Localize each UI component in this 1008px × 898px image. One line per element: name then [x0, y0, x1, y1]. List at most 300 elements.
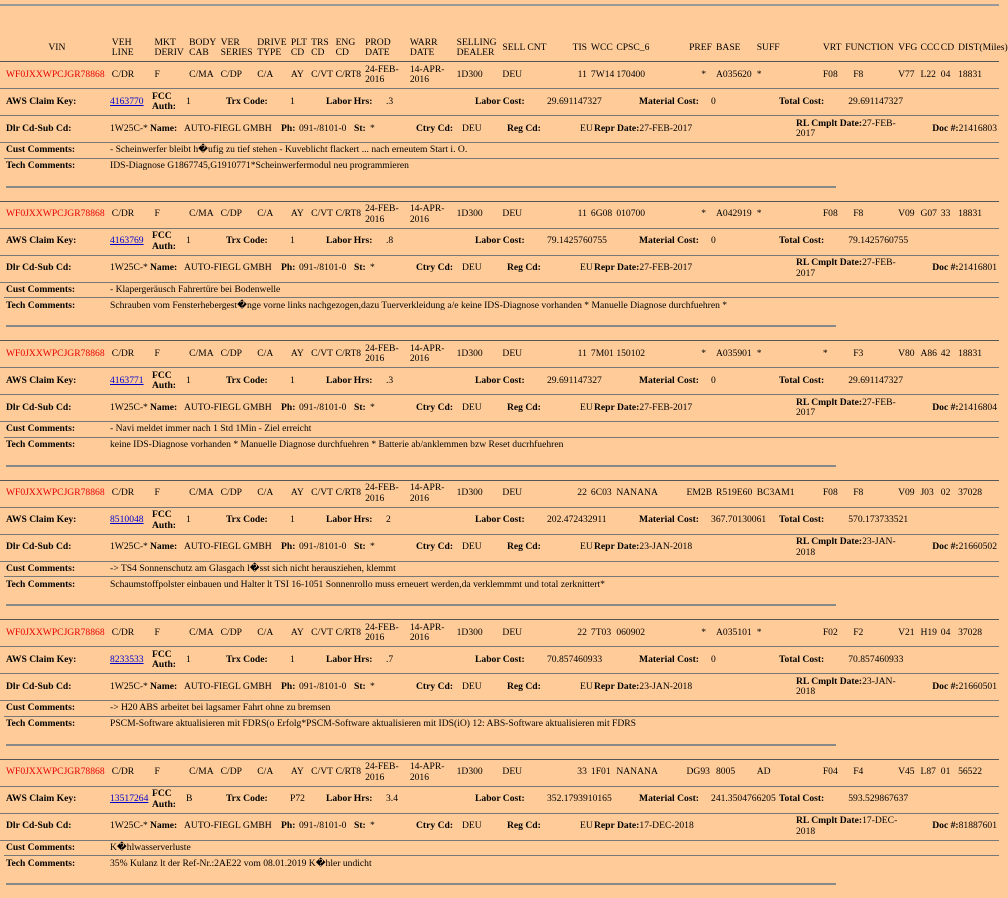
total-cost-value: 570.173733521	[848, 514, 908, 525]
labor-cost-label: Labor Cost:	[473, 508, 545, 534]
body-cab-value: C/MA	[187, 481, 219, 507]
dlr-cd-value: 1W25C-*	[108, 116, 148, 142]
dlr-name-label: Name:	[148, 116, 182, 142]
labor-hrs-value: 2	[384, 508, 473, 534]
vehicle-row	[4, 202, 999, 228]
wcc-value: 7M01	[589, 341, 614, 367]
tis-value: 11	[571, 202, 589, 228]
suff-value: BC3AM1	[755, 481, 821, 507]
base-value: R519E60	[714, 481, 755, 507]
col-vfg: VFG	[896, 36, 918, 60]
claim-key-anchor[interactable]: 4163770	[110, 96, 144, 107]
dlr-cd-value: 1W25C-*	[108, 814, 148, 840]
dist-value: 18831	[956, 341, 999, 367]
material-cost-label: Material Cost:	[639, 508, 709, 534]
body-cab-value: C/MA	[187, 620, 219, 646]
mkt-deriv-value: F	[153, 202, 188, 228]
dlr-name-value: AUTO-FIEGL GMBH	[182, 256, 279, 282]
vin-value: WF0JXXWPCJGR78868	[4, 760, 110, 786]
rl-cmplt-cell	[794, 256, 911, 282]
aws-claim-key-label: AWS Claim Key:	[4, 508, 108, 534]
vfg-value: V77	[896, 62, 918, 88]
doc-no-label: Doc #:	[932, 402, 958, 413]
trx-code-value: P72	[288, 787, 324, 813]
doc-no-label: Doc #:	[932, 123, 958, 134]
total-cost-cell	[777, 229, 999, 255]
cust-comments-row	[4, 143, 999, 159]
vrt-value: *	[821, 341, 843, 367]
rl-cmplt-date-label: RL Cmplt Date:	[796, 118, 862, 129]
dealer-row	[4, 116, 999, 142]
rl-cmplt-cell	[794, 116, 911, 142]
dlr-name-label: Name:	[148, 256, 182, 282]
col-prod-date: PROD DATE	[363, 36, 408, 60]
veh-line-value: C/DR	[110, 481, 153, 507]
trx-code-value: 1	[288, 368, 324, 394]
record-gap	[0, 606, 999, 619]
aws-claim-key-label: AWS Claim Key:	[4, 229, 108, 255]
dlr-name-value: AUTO-FIEGL GMBH	[182, 116, 279, 142]
st-value: *	[368, 116, 414, 142]
trx-code-value: 1	[288, 508, 324, 534]
claim-key-link[interactable]	[108, 229, 150, 255]
aws-claim-key-label: AWS Claim Key:	[4, 647, 108, 673]
repr-date-value: 27-FEB-2017	[639, 123, 692, 134]
sell-cnt-value: DEU	[500, 760, 570, 786]
ver-series-value: C/DP	[219, 760, 256, 786]
vrt-value: F04	[821, 760, 843, 786]
repr-date-label: Repr Date:	[594, 541, 639, 552]
doc-no-cell	[911, 814, 999, 840]
record-spacer	[0, 733, 999, 744]
record-spacer	[0, 872, 999, 883]
selling-dealer-value: 1D300	[455, 202, 501, 228]
claim-key-anchor[interactable]: 13517264	[110, 793, 148, 804]
dist-value: 18831	[956, 202, 999, 228]
st-value: *	[368, 535, 414, 561]
cust-comments-label: Cust Comments:	[4, 701, 108, 716]
cust-comments-row	[4, 562, 999, 578]
col-wcc: WCC	[589, 36, 614, 60]
repr-date-label: Repr Date:	[594, 123, 639, 134]
total-cost-cell	[777, 89, 999, 115]
cust-comments-label: Cust Comments:	[4, 841, 108, 856]
rl-cmplt-date-value: 23-JAN-2018	[796, 536, 896, 558]
claim-key-link[interactable]	[108, 647, 150, 673]
material-cost-value: 0	[709, 647, 777, 673]
labor-hrs-value: 3.4	[384, 787, 473, 813]
doc-no-label: Doc #:	[932, 541, 958, 552]
fcc-auth-value: 1	[184, 229, 224, 255]
labor-cost-value: 352.1793910165	[545, 787, 639, 813]
total-cost-label: Total Cost:	[779, 793, 824, 804]
body-cab-value: C/MA	[187, 760, 219, 786]
st-value: *	[368, 674, 414, 700]
claim-record	[0, 340, 999, 480]
prod-date-value: 24-FEB-2016	[363, 202, 408, 228]
cpsc-value: NANANA	[614, 760, 684, 786]
material-cost-label: Material Cost:	[639, 368, 709, 394]
aws-claim-key-label: AWS Claim Key:	[4, 368, 108, 394]
col-sell-cnt: SELL CNT	[500, 36, 570, 60]
st-value: *	[368, 256, 414, 282]
trs-cd-value: C/VT	[309, 202, 333, 228]
dlr-cd-label: Dlr Cd-Sub Cd:	[4, 116, 108, 142]
col-trs-cd: TRS CD	[309, 36, 333, 60]
claim-key-link[interactable]	[108, 368, 150, 394]
total-cost-label: Total Cost:	[779, 96, 824, 107]
claim-key-link[interactable]	[108, 508, 150, 534]
reg-cd-label: Reg Cd:	[505, 535, 560, 561]
rl-cmplt-date-value: 27-FEB-2017	[796, 257, 896, 279]
reg-cd-label: Reg Cd:	[505, 674, 560, 700]
dist-value: 37028	[956, 620, 999, 646]
fcc-auth-label: FCC Auth:	[150, 508, 184, 534]
vin-value: WF0JXXWPCJGR78868	[4, 620, 110, 646]
drive-type-value: C/A	[255, 62, 289, 88]
mkt-deriv-value: F	[153, 62, 188, 88]
col-dist: DIST(Miles)	[956, 36, 999, 60]
record-gap	[0, 327, 999, 340]
dist-value: 37028	[956, 481, 999, 507]
trx-code-value: 1	[288, 89, 324, 115]
st-label: St:	[352, 674, 368, 700]
total-cost-cell	[777, 787, 999, 813]
repr-date-label: Repr Date:	[594, 820, 639, 831]
claim-row	[4, 508, 999, 534]
col-eng-cd: ENG CD	[334, 36, 364, 60]
vfg-value: V45	[896, 760, 918, 786]
plt-cd-value: AY	[289, 341, 309, 367]
suff-value: *	[755, 202, 821, 228]
col-function: FUNCTION	[843, 36, 896, 60]
plt-cd-value: AY	[289, 481, 309, 507]
rl-cmplt-date-value: 23-JAN-2018	[796, 676, 896, 698]
col-selling-dealer: SELLING DEALER	[455, 36, 501, 60]
dealer-row	[4, 256, 999, 282]
ccc-value: L22	[918, 62, 938, 88]
record-gap	[0, 467, 999, 480]
total-cost-value: 79.1425760755	[848, 235, 908, 246]
suff-value: AD	[755, 760, 821, 786]
labor-cost-value: 79.1425760755	[545, 229, 639, 255]
total-cost-cell	[777, 508, 999, 534]
selling-dealer-value: 1D300	[455, 62, 501, 88]
trx-code-label: Trx Code:	[224, 647, 288, 673]
repr-date-cell	[584, 535, 794, 561]
material-cost-label: Material Cost:	[639, 229, 709, 255]
tech-comments-label: Tech Comments:	[4, 298, 108, 314]
fcc-auth-label: FCC Auth:	[150, 229, 184, 255]
reg-cd-value: EU	[560, 395, 584, 421]
sell-cnt-value: DEU	[500, 202, 570, 228]
eng-cd-value: C/RT8	[334, 62, 364, 88]
rl-cmplt-cell	[794, 535, 911, 561]
reg-cd-label: Reg Cd:	[505, 116, 560, 142]
col-mkt-deriv: MKT DERIV	[153, 36, 188, 60]
dlr-name-value: AUTO-FIEGL GMBH	[182, 674, 279, 700]
selling-dealer-value: 1D300	[455, 620, 501, 646]
rl-cmplt-date-label: RL Cmplt Date:	[796, 536, 862, 547]
warr-date-value: 14-APR-2016	[408, 202, 455, 228]
labor-cost-value: 202.472432911	[545, 508, 639, 534]
st-label: St:	[352, 535, 368, 561]
ctry-cd-value: DEU	[460, 395, 505, 421]
sell-cnt-value: DEU	[500, 62, 570, 88]
ver-series-value: C/DP	[219, 62, 256, 88]
cpsc-value: 150102	[614, 341, 684, 367]
cust-comments-row	[4, 701, 999, 717]
ctry-cd-value: DEU	[460, 674, 505, 700]
cust-comments-value: - Navi meldet immer nach 1 Std 1Min - Ziel erreicht	[108, 422, 999, 437]
trs-cd-value: C/VT	[309, 620, 333, 646]
claim-row	[4, 229, 999, 255]
claim-row	[4, 647, 999, 673]
ph-value: 091-/8101-0	[297, 395, 352, 421]
material-cost-value: 241.3504766205	[709, 787, 777, 813]
col-body-cab: BODY CAB	[187, 36, 219, 60]
total-cost-value: 29.691147327	[848, 96, 903, 107]
col-vin: VIN	[4, 36, 110, 60]
reg-cd-value: EU	[560, 256, 584, 282]
repr-date-label: Repr Date:	[594, 681, 639, 692]
fcc-auth-label: FCC Auth:	[150, 368, 184, 394]
wcc-value: 1F01	[589, 760, 614, 786]
tech-comments-value: keine IDS-Diagnose vorhanden * Manuelle Diagnose durchfuehren * Batterie ab/anklemmen bzw Reset ducrhfuehren	[108, 438, 999, 454]
function-value: F2	[843, 620, 896, 646]
tech-comments-value: IDS-Diagnose G1867745,G1910771*Scheinwerfermodul neu programmieren	[108, 159, 999, 175]
claim-record	[0, 61, 999, 201]
dlr-name-label: Name:	[148, 674, 182, 700]
labor-hrs-label: Labor Hrs:	[324, 368, 384, 394]
dlr-name-value: AUTO-FIEGL GMBH	[182, 395, 279, 421]
tis-value: 22	[571, 481, 589, 507]
pref-value: *	[685, 62, 715, 88]
ph-label: Ph:	[279, 256, 297, 282]
col-tis: TIS	[571, 36, 589, 60]
col-drive-type: DRIVE TYPE	[255, 36, 289, 60]
doc-no-value: 81887601	[959, 820, 997, 831]
ccc-value: J03	[918, 481, 938, 507]
veh-line-value: C/DR	[110, 341, 153, 367]
cust-comments-value: K�hlwasserverluste	[108, 841, 999, 856]
claim-key-link[interactable]	[108, 89, 150, 115]
ccc-value: H19	[918, 620, 938, 646]
pref-value: DG93	[685, 760, 715, 786]
repr-date-value: 23-JAN-2018	[639, 681, 692, 692]
record-gap	[0, 188, 999, 201]
col-ver-series: VER SERIES	[219, 36, 256, 60]
dlr-name-value: AUTO-FIEGL GMBH	[182, 814, 279, 840]
base-value: A035101	[714, 620, 755, 646]
st-label: St:	[352, 395, 368, 421]
aws-claim-key-label: AWS Claim Key:	[4, 89, 108, 115]
st-value: *	[368, 395, 414, 421]
tech-comments-value: 35% Kulanz lt der Ref-Nr.:2AE22 vom 08.01.2019 K�hler undicht	[108, 856, 999, 872]
tis-value: 22	[571, 620, 589, 646]
labor-cost-value: 29.691147327	[545, 89, 639, 115]
doc-no-value: 21416804	[959, 402, 997, 413]
ctry-cd-label: Ctry Cd:	[414, 256, 460, 282]
ph-label: Ph:	[279, 814, 297, 840]
vrt-value: F08	[821, 62, 843, 88]
tech-comments-row	[4, 438, 999, 454]
doc-no-cell	[911, 116, 999, 142]
pref-value: EM2B	[685, 481, 715, 507]
fcc-auth-value: 1	[184, 89, 224, 115]
claim-key-anchor[interactable]: 4163769	[110, 235, 144, 246]
cpsc-value: NANANA	[614, 481, 684, 507]
trx-code-value: 1	[288, 229, 324, 255]
cust-comments-value: -> H20 ABS arbeitet bei lagsamer Fahrt ohne zu bremsen	[108, 701, 999, 716]
col-cd: CD	[939, 36, 956, 60]
col-base: BASE	[714, 36, 755, 60]
sell-cnt-value: DEU	[500, 481, 570, 507]
eng-cd-value: C/RT8	[334, 760, 364, 786]
cd-value: 04	[939, 62, 956, 88]
cust-comments-row	[4, 841, 999, 857]
cd-value: 42	[939, 341, 956, 367]
labor-cost-label: Labor Cost:	[473, 89, 545, 115]
reg-cd-label: Reg Cd:	[505, 814, 560, 840]
warr-date-value: 14-APR-2016	[408, 620, 455, 646]
vin-value: WF0JXXWPCJGR78868	[4, 481, 110, 507]
ctry-cd-label: Ctry Cd:	[414, 674, 460, 700]
dlr-name-label: Name:	[148, 814, 182, 840]
rl-cmplt-date-label: RL Cmplt Date:	[796, 815, 862, 826]
material-cost-label: Material Cost:	[639, 787, 709, 813]
total-cost-cell	[777, 647, 999, 673]
claim-key-link[interactable]	[108, 787, 150, 813]
rl-cmplt-cell	[794, 395, 911, 421]
dlr-cd-label: Dlr Cd-Sub Cd:	[4, 674, 108, 700]
plt-cd-value: AY	[289, 760, 309, 786]
prod-date-value: 24-FEB-2016	[363, 620, 408, 646]
cust-comments-value: -> TS4 Sonnenschutz am Glasgach l�sst sich nicht herausziehen, klemmt	[108, 562, 999, 577]
rl-cmplt-date-label: RL Cmplt Date:	[796, 676, 862, 687]
veh-line-value: C/DR	[110, 620, 153, 646]
record-gap	[0, 746, 999, 759]
dlr-name-label: Name:	[148, 395, 182, 421]
vrt-value: F02	[821, 620, 843, 646]
ver-series-value: C/DP	[219, 341, 256, 367]
record-spacer	[0, 175, 999, 186]
pref-value: *	[685, 620, 715, 646]
dlr-cd-label: Dlr Cd-Sub Cd:	[4, 535, 108, 561]
dlr-cd-value: 1W25C-*	[108, 535, 148, 561]
ph-value: 091-/8101-0	[297, 116, 352, 142]
labor-cost-value: 70.857460933	[545, 647, 639, 673]
tis-value: 33	[571, 760, 589, 786]
cust-comments-value: - Klapergeräusch Fahrertüre bei Bodenwelle	[108, 283, 999, 298]
trx-code-label: Trx Code:	[224, 508, 288, 534]
col-plt-cd: PLT CD	[289, 36, 309, 60]
base-value: A035620	[714, 62, 755, 88]
doc-no-label: Doc #:	[932, 681, 958, 692]
claim-record	[0, 201, 999, 341]
ph-value: 091-/8101-0	[297, 256, 352, 282]
cust-comments-row	[4, 283, 999, 299]
eng-cd-value: C/RT8	[334, 341, 364, 367]
trs-cd-value: C/VT	[309, 481, 333, 507]
tech-comments-label: Tech Comments:	[4, 438, 108, 454]
vehicle-row	[4, 760, 999, 786]
claim-key-anchor[interactable]: 8233533	[110, 654, 144, 665]
top-rule	[0, 4, 999, 6]
labor-cost-value: 29.691147327	[545, 368, 639, 394]
wcc-value: 6G08	[589, 202, 614, 228]
col-cpsc: CPSC_6	[614, 36, 684, 60]
vin-value: WF0JXXWPCJGR78868	[4, 62, 110, 88]
claim-record	[0, 759, 999, 898]
labor-hrs-value: .3	[384, 368, 473, 394]
dlr-name-value: AUTO-FIEGL GMBH	[182, 535, 279, 561]
trx-code-label: Trx Code:	[224, 787, 288, 813]
vrt-value: F08	[821, 202, 843, 228]
plt-cd-value: AY	[289, 62, 309, 88]
col-veh-line: VEH LINE	[110, 36, 153, 60]
labor-cost-label: Labor Cost:	[473, 368, 545, 394]
rl-cmplt-date-label: RL Cmplt Date:	[796, 397, 862, 408]
cust-comments-value: - Scheinwerfer bleibt h�ufig zu tief stehen - Kuveblicht flackert ... nach erneutem Start i. O.	[108, 143, 999, 158]
base-value: A042919	[714, 202, 755, 228]
claim-key-anchor[interactable]: 8510048	[110, 514, 144, 525]
repr-date-cell	[584, 395, 794, 421]
repr-date-cell	[584, 256, 794, 282]
tech-comments-value: Schrauben vom Fensterhebergest�nge vorne links nachgezogen,dazu Tuerverkleidung a/e keine IDS-Diagnose vorhanden * Manuelle Diagnose durchfuehren *	[108, 298, 999, 314]
sell-cnt-value: DEU	[500, 341, 570, 367]
vehicle-row	[4, 62, 999, 88]
material-cost-value: 367.70130061	[709, 508, 777, 534]
mkt-deriv-value: F	[153, 760, 188, 786]
doc-no-label: Doc #:	[932, 820, 958, 831]
ctry-cd-label: Ctry Cd:	[414, 814, 460, 840]
dlr-cd-value: 1W25C-*	[108, 256, 148, 282]
mkt-deriv-value: F	[153, 341, 188, 367]
labor-cost-label: Labor Cost:	[473, 647, 545, 673]
cpsc-value: 060902	[614, 620, 684, 646]
vehicle-row	[4, 341, 999, 367]
wcc-value: 7W14	[589, 62, 614, 88]
tech-comments-row	[4, 856, 999, 872]
trs-cd-value: C/VT	[309, 760, 333, 786]
claim-key-anchor[interactable]: 4163771	[110, 375, 144, 386]
labor-hrs-label: Labor Hrs:	[324, 508, 384, 534]
prod-date-value: 24-FEB-2016	[363, 62, 408, 88]
tech-comments-label: Tech Comments:	[4, 159, 108, 175]
doc-no-cell	[911, 256, 999, 282]
sell-cnt-value: DEU	[500, 620, 570, 646]
trx-code-label: Trx Code:	[224, 368, 288, 394]
labor-hrs-value: .8	[384, 229, 473, 255]
rl-cmplt-cell	[794, 814, 911, 840]
function-value: F4	[843, 760, 896, 786]
fcc-auth-value: 1	[184, 368, 224, 394]
fcc-auth-label: FCC Auth:	[150, 787, 184, 813]
drive-type-value: C/A	[255, 481, 289, 507]
cd-value: 33	[939, 202, 956, 228]
material-cost-value: 0	[709, 229, 777, 255]
drive-type-value: C/A	[255, 202, 289, 228]
ccc-value: L87	[918, 760, 938, 786]
function-value: F3	[843, 341, 896, 367]
total-cost-label: Total Cost:	[779, 375, 824, 386]
tech-comments-row	[4, 577, 999, 593]
cust-comments-label: Cust Comments:	[4, 562, 108, 577]
dealer-row	[4, 395, 999, 421]
reg-cd-value: EU	[560, 535, 584, 561]
eng-cd-value: C/RT8	[334, 202, 364, 228]
